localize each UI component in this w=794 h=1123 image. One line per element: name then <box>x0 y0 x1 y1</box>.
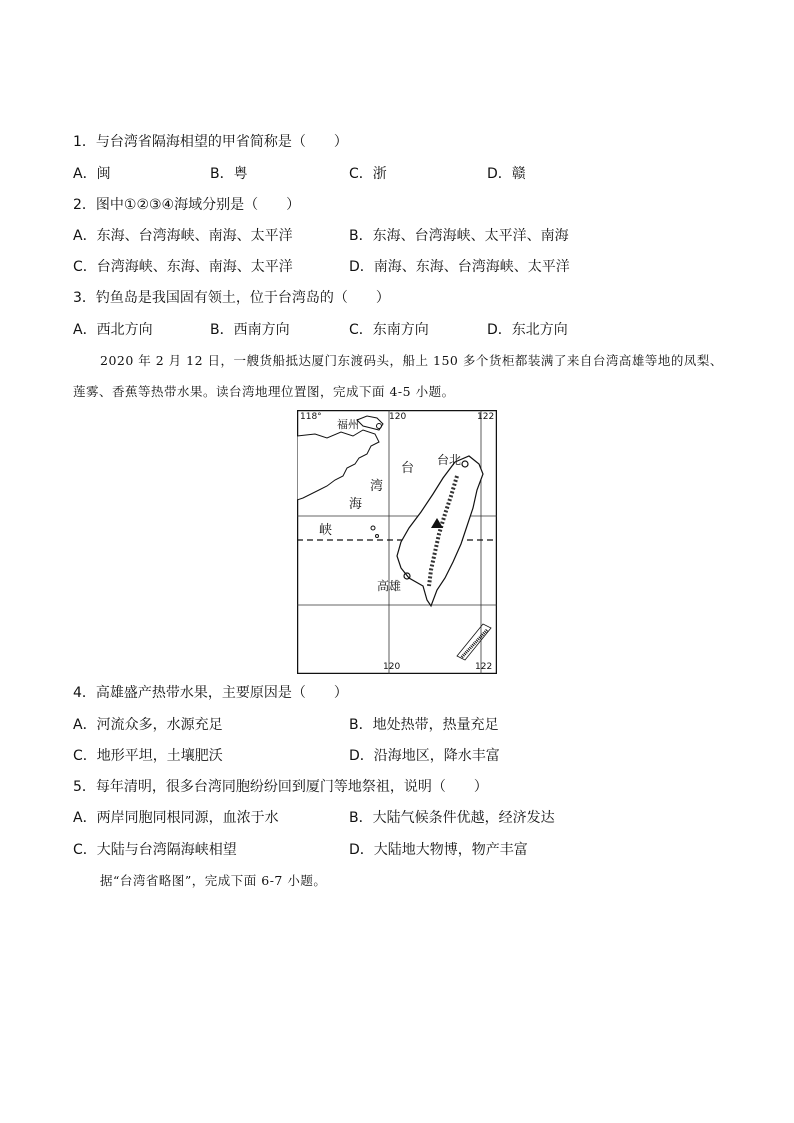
q1-option-a: A．闽 <box>73 166 111 182</box>
footer-note: 据“台湾省略图”，完成下面 6-7 小题。 <box>100 873 327 888</box>
strait-char-1: 台 <box>401 461 415 476</box>
question-5-stem: 5．每年清明，很多台湾同胞纷纷回到厦门等地祭祖，说明（ ） <box>73 779 488 795</box>
q5-option-b: B．大陆气候条件优越，经济发达 <box>349 810 555 826</box>
q5-option-a: A．两岸同胞同根同源，血浓于水 <box>73 810 279 826</box>
question-1-stem: 1．与台湾省隔海相望的甲省简称是（ ） <box>73 134 348 150</box>
taiwan-location-map <box>297 410 497 674</box>
lon-label-120-bottom: 120 <box>383 662 401 672</box>
question-2-stem: 2．图中①②③④海域分别是（ ） <box>73 197 301 213</box>
question-4-stem: 4．高雄盛产热带水果，主要原因是（ ） <box>73 685 348 701</box>
strait-char-3: 海 <box>349 497 363 512</box>
q1-option-c: C．浙 <box>349 166 387 182</box>
passage-line-1: 2020 年 2 月 12 日，一艘货船抵达厦门东渡码头，船上 150 多个货柜都装满了来自台湾高雄等地的凤梨、 <box>100 353 723 368</box>
q2-option-d: D．南海、东海、台湾海峡、太平洋 <box>349 259 570 275</box>
place-label-kaohsiung: 高雄 <box>377 579 402 593</box>
q3-option-b: B．西南方向 <box>210 322 290 338</box>
q3-option-d: D．东北方向 <box>487 322 568 338</box>
q3-option-c: C．东南方向 <box>349 322 429 338</box>
q1-option-d: D．赣 <box>487 166 526 182</box>
q5-option-c: C．大陆与台湾隔海峡相望 <box>73 842 237 858</box>
q4-option-a: A．河流众多，水源充足 <box>73 717 223 733</box>
strait-char-2: 湾 <box>370 479 384 494</box>
place-label-taipei: 台北 <box>437 453 462 467</box>
q2-option-b: B．东海、台湾海峡、太平洋、南海 <box>349 228 569 244</box>
lon-label-118: 118° <box>300 412 322 422</box>
place-label-fuzhou: 福州 <box>337 418 359 431</box>
q4-option-c: C．地形平坦，土壤肥沃 <box>73 748 223 764</box>
question-3-stem: 3．钓鱼岛是我国固有领土，位于台湾岛的（ ） <box>73 290 390 306</box>
q5-option-d: D．大陆地大物博，物产丰富 <box>349 842 528 858</box>
q4-option-b: B．地处热带，热量充足 <box>349 717 499 733</box>
q2-option-c: C．台湾海峡、东海、南海、太平洋 <box>73 259 293 275</box>
q3-option-a: A．西北方向 <box>73 322 153 338</box>
passage-line-2: 莲雾、香蕉等热带水果。读台湾地理位置图，完成下面 4-5 小题。 <box>73 384 455 399</box>
strait-char-4: 峡 <box>319 523 333 538</box>
lon-label-122-top: 122 <box>477 412 495 422</box>
lon-label-122-bottom: 122 <box>475 662 493 672</box>
q2-option-a: A．东海、台湾海峡、南海、太平洋 <box>73 228 293 244</box>
q4-option-d: D．沿海地区，降水丰富 <box>349 748 500 764</box>
q1-option-b: B．粤 <box>210 166 248 182</box>
lon-label-120-top: 120 <box>389 412 407 422</box>
